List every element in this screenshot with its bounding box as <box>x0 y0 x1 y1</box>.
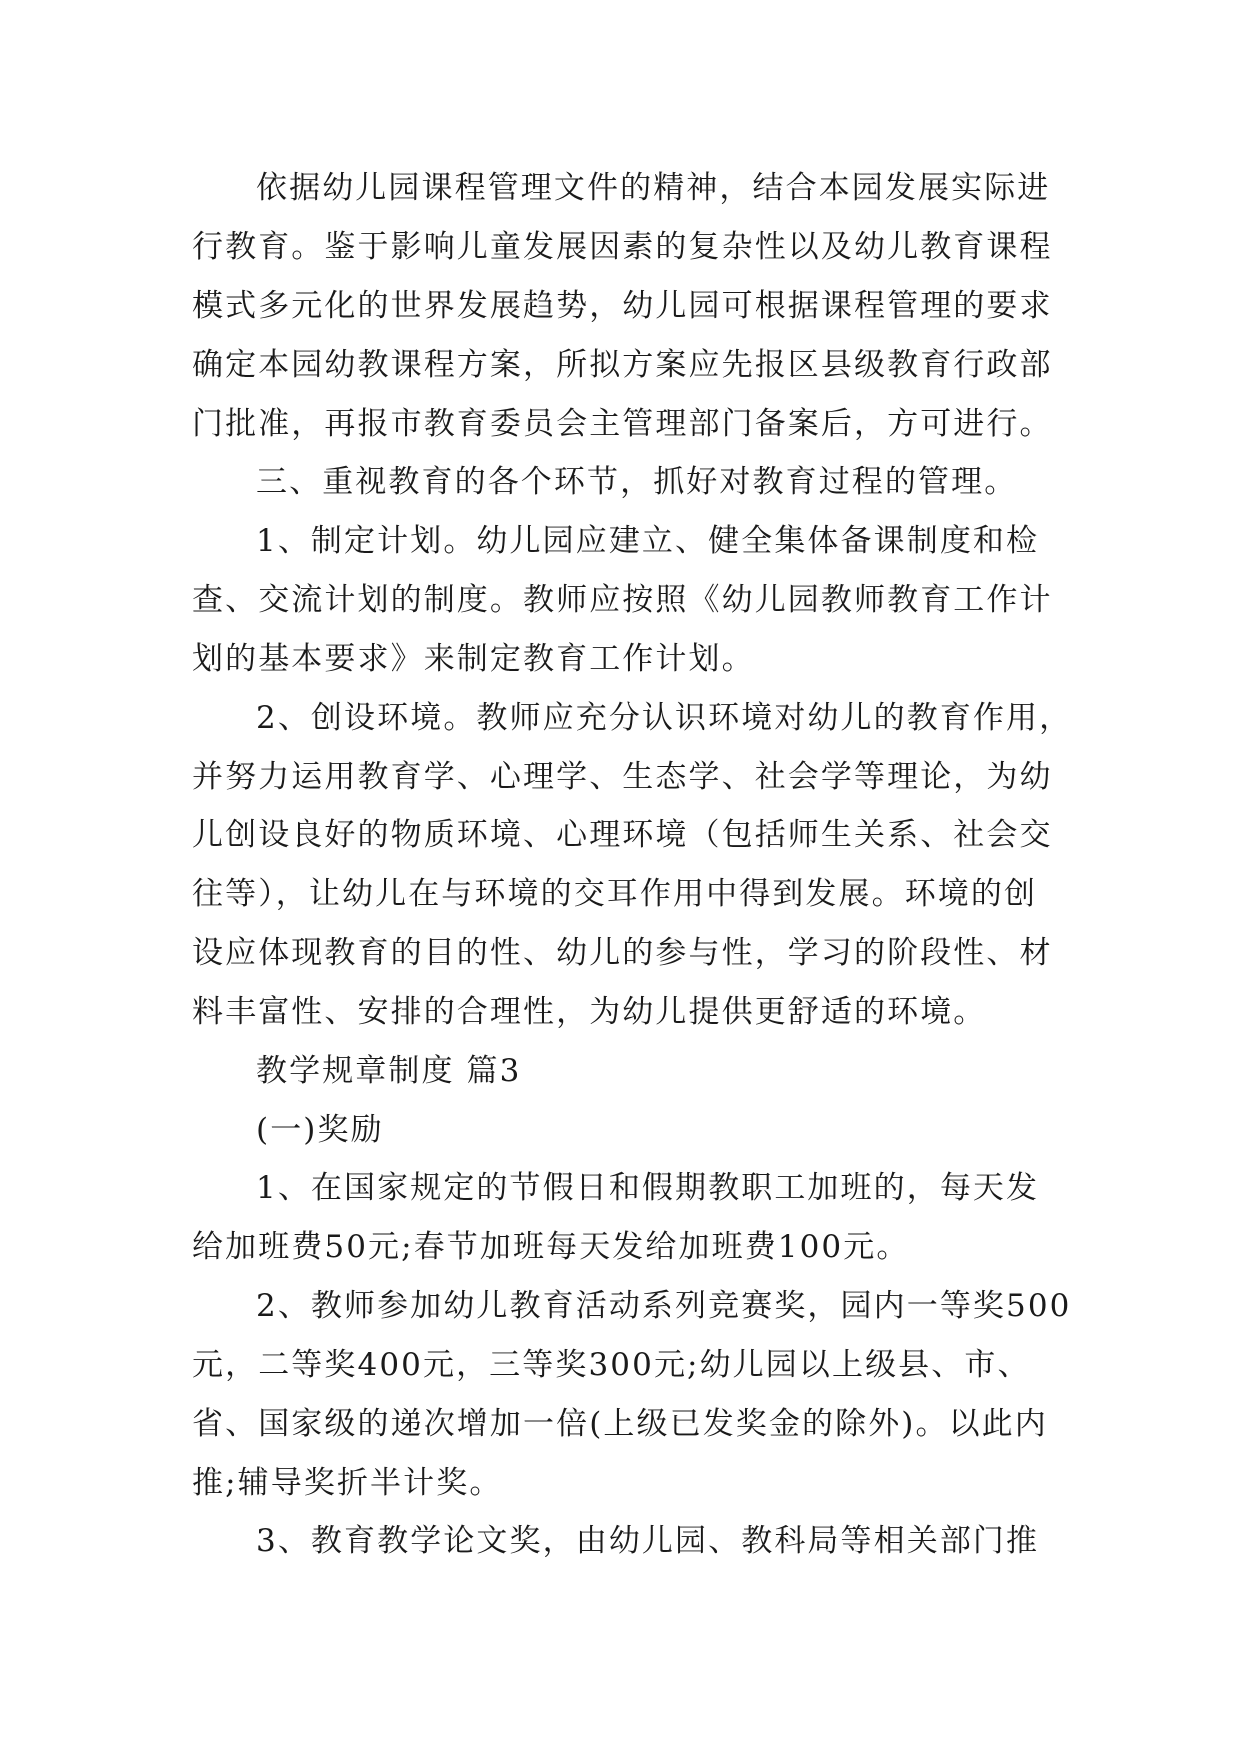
paragraph-line: 儿创设良好的物质环境、心理环境（包括师生关系、社会交 <box>192 817 1053 853</box>
paragraph-line: 元，二等奖400元，三等奖300元;幼儿园以上级县、市、 <box>192 1347 1031 1383</box>
paragraph-line: 料丰富性、安排的合理性，为幼儿提供更舒适的环境。 <box>192 994 987 1030</box>
paragraph-line: 2、教师参加幼儿教育活动系列竞赛奖，园内一等奖500 <box>256 1288 1072 1324</box>
paragraph-line: 门批准，再报市教育委员会主管理部门备案后，方可进行。 <box>192 406 1053 442</box>
paragraph-line: 行教育。鉴于影响儿童发展因素的复杂性以及幼儿教育课程 <box>192 229 1053 265</box>
paragraph-line: 2、创设环境。教师应充分认识环境对幼儿的教育作用， <box>256 700 1073 736</box>
paragraph-line: 1、制定计划。幼儿园应建立、健全集体备课制度和检 <box>256 523 1040 559</box>
paragraph-line: 推;辅导奖折半计奖。 <box>192 1465 503 1501</box>
paragraph-line: 1、在国家规定的节假日和假期教职工加班的，每天发 <box>256 1170 1040 1206</box>
paragraph-line: 往等），让幼儿在与环境的交耳作用中得到发展。环境的创 <box>192 876 1038 912</box>
paragraph-line: 查、交流计划的制度。教师应按照《幼儿园教师教育工作计 <box>192 582 1053 618</box>
section-heading: 三、重视教育的各个环节，抓好对教育过程的管理。 <box>256 464 1018 500</box>
paragraph-line: 省、国家级的递次增加一倍(上级已发奖金的除外)。以此内 <box>192 1406 1048 1442</box>
paragraph-line: 确定本园幼教课程方案，所拟方案应先报区县级教育行政部 <box>192 347 1053 383</box>
paragraph-line: 依据幼儿园课程管理文件的精神，结合本园发展实际进 <box>256 170 1051 206</box>
paragraph-line: 并努力运用教育学、心理学、生态学、社会学等理论，为幼 <box>192 759 1053 795</box>
paragraph-line: 划的基本要求》来制定教育工作计划。 <box>192 641 755 677</box>
section-title: 教学规章制度 篇3 <box>256 1053 522 1089</box>
paragraph-line: 3、教育教学论文奖，由幼儿园、教科局等相关部门推 <box>256 1523 1040 1559</box>
paragraph-line: 给加班费50元;春节加班每天发给加班费100元。 <box>192 1229 910 1265</box>
paragraph-line: 设应体现教育的目的性、幼儿的参与性，学习的阶段性、材 <box>192 935 1053 971</box>
paragraph-line: 模式多元化的世界发展趋势，幼儿园可根据课程管理的要求 <box>192 288 1053 324</box>
subsection-heading: (一)奖励 <box>256 1112 384 1148</box>
